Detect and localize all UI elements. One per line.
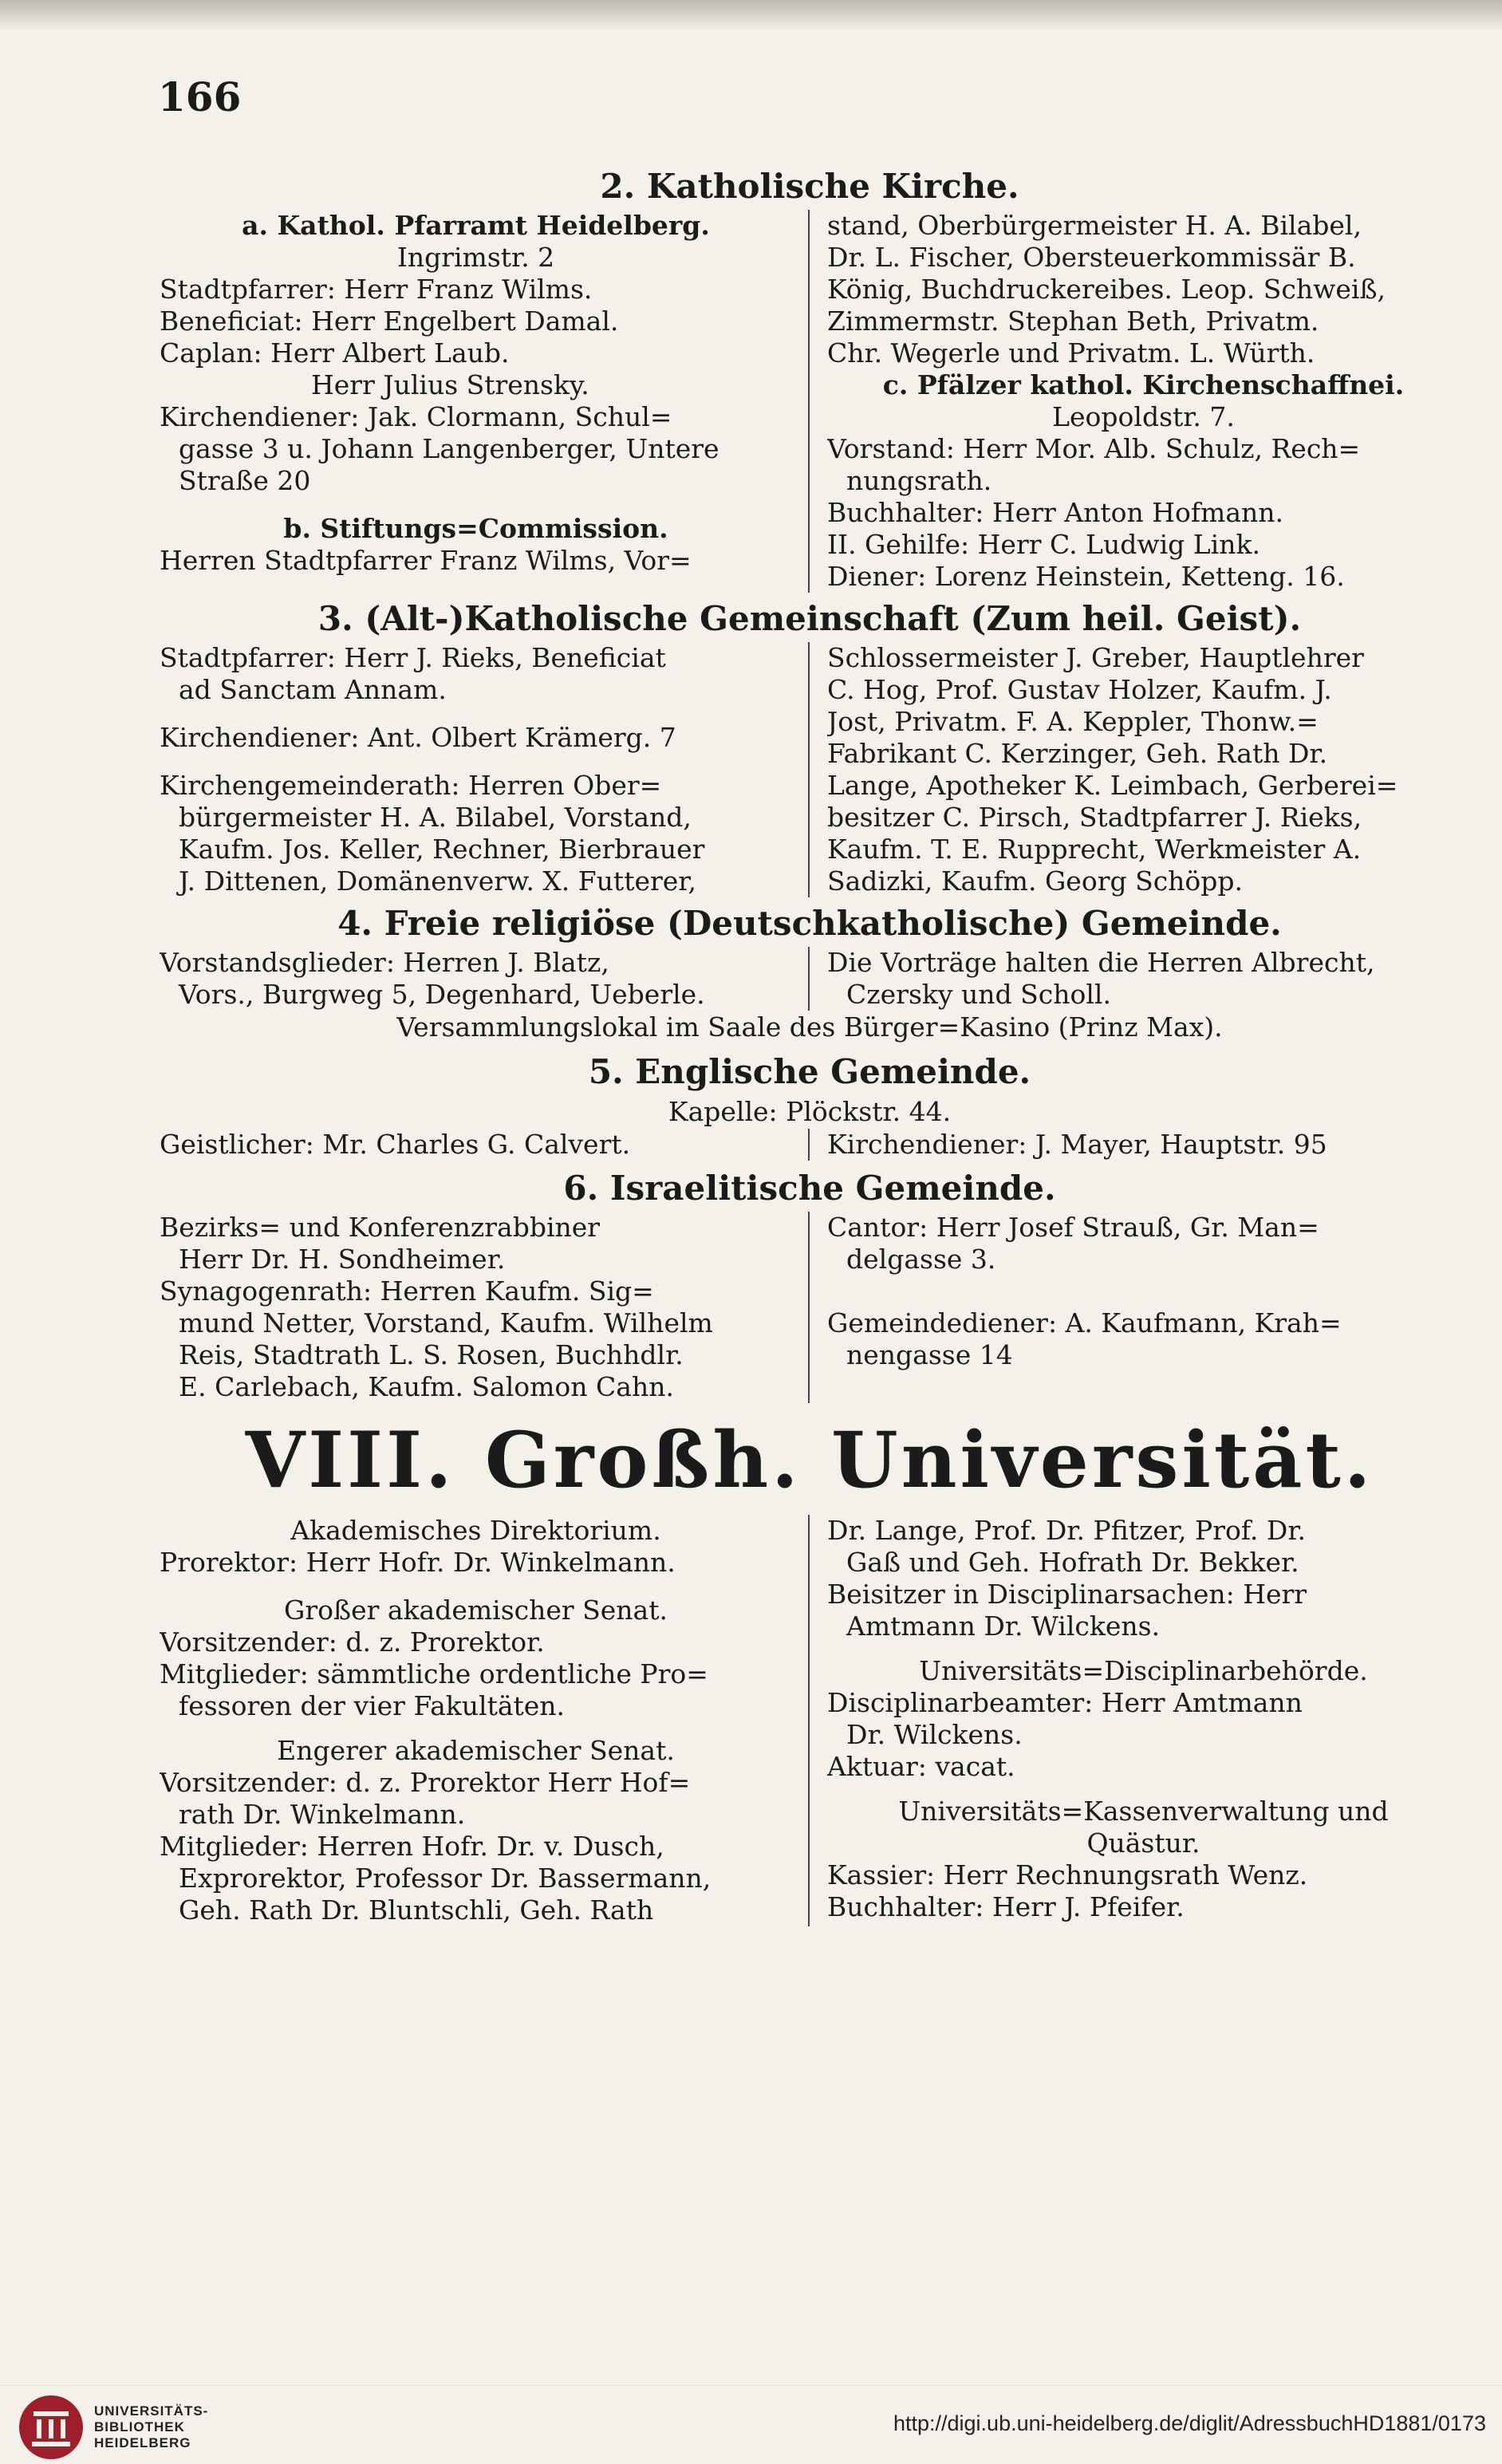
subsection-heading: a. Kathol. Pfarramt Heidelberg. [242,210,710,241]
left-column [160,1212,810,1403]
entry-line: bürgermeister H. A. Bilabel, Vorstand, [179,802,692,833]
entry-line: Herr Julius Strensky. [311,369,589,400]
right-column [810,210,1460,593]
entry-line: Mitglieder: Herren Hofr. Dr. v. Dusch, [160,1831,664,1862]
entry-line: ad Sanctam Annam. [179,674,447,705]
entry-line: E. Carlebach, Kaufm. Salomon Cahn. [179,1371,674,1402]
section-university [160,1515,1460,1926]
source-url-link[interactable]: http://digi.ub.uni-heidelberg.de/diglit/AdressbuchHD1881/0173 [893,2411,1486,2435]
entry-line: Geh. Rath Dr. Bluntschli, Geh. Rath [179,1894,654,1926]
subsection-heading: c. Pfälzer kathol. Kirchenschaffnei. [882,369,1405,400]
entry-line: nungsrath. [846,465,992,496]
entry-line: Vorsitzender: d. z. Prorektor Herr Hof= [160,1767,691,1798]
entry-line: delgasse 3. [846,1244,996,1275]
entry-line: Buchhalter: Herr J. Pfeifer. [827,1891,1185,1922]
subsection-heading: b. Stiftungs=Commission. [283,513,668,544]
entry-line: C. Hog, Prof. Gustav Holzer, Kaufm. J. [827,674,1332,705]
section-title-old-catholic: 3. (Alt-)Katholische Gemeinschaft (Zum heil. Geist). [317,599,1302,638]
right-column [810,1129,1460,1161]
library-name [94,2403,208,2451]
entry-line: Beisitzer in Disciplinarsachen: Herr [827,1579,1307,1610]
entry-line: Vorsitzender: d. z. Prorektor. [160,1626,545,1658]
section-title-free-religious: 4. Freie religiöse (Deutschkatholische) Gemeinde. [337,904,1282,943]
entry-line: Sadizki, Kaufm. Georg Schöpp. [827,865,1244,897]
entry-line: rath Dr. Winkelmann. [179,1799,466,1830]
entry-line: Buchhalter: Herr Anton Hofmann. [827,497,1284,528]
left-column [160,1515,810,1926]
entry-line: Reis, Stadtrath L. S. Rosen, Buchhdlr. [179,1339,684,1370]
entry-line: Czersky und Scholl. [846,979,1111,1010]
section-english-congregation [160,1129,1460,1161]
section-catholic-church [160,210,1460,593]
entry-line: Fabrikant C. Kerzinger, Geh. Rath Dr. [827,738,1328,769]
entry-line: Kassier: Herr Rechnungsrath Wenz. [827,1859,1308,1890]
section-free-religious [160,947,1460,1011]
address-line: Leopoldstr. 7. [1052,401,1235,432]
subsection-heading: Universitäts=Kassenverwaltung und [898,1796,1389,1827]
section-old-catholic [160,642,1460,897]
entry-line: Stadtpfarrer: Herr Franz Wilms. [160,274,593,305]
library-name-line: BIBLIOTHEK [94,2419,185,2434]
section-title-catholic-church: 2. Katholische Kirche. [600,167,1019,206]
entry-line: Herr Dr. H. Sondheimer. [179,1244,506,1275]
entry-line: Dr. Wilckens. [846,1719,1023,1750]
scan-top-edge [0,0,1502,30]
library-name-line: UNIVERSITÄTS- [94,2403,209,2419]
entry-line: II. Gehilfe: Herr C. Ludwig Link. [827,529,1260,560]
spacer-line [827,1275,1460,1307]
entry-line: Geistlicher: Mr. Charles G. Calvert. [160,1129,631,1160]
entry-line: Bezirks= und Konferenzrabbiner [160,1212,601,1243]
entry-line: gasse 3 u. Johann Langenberger, Untere [179,433,719,464]
entry-line: Kaufm. Jos. Keller, Rechner, Bierbrauer [179,834,705,865]
library-name-line: HEIDELBERG [94,2435,191,2450]
entry-line: Die Vorträge halten die Herren Albrecht, [827,947,1375,978]
entry-line: mund Netter, Vorstand, Kaufm. Wilhelm [179,1307,713,1338]
section-title-israelite-congregation: 6. Israelitische Gemeinde. [563,1169,1056,1208]
entry-line: Aktuar: vacat. [827,1751,1015,1782]
entry-line: J. Dittenen, Domänenverw. X. Futterer, [179,865,696,897]
entry-line: Herren Stadtpfarrer Franz Wilms, Vor= [160,545,692,576]
entry-line: Caplan: Herr Albert Laub. [160,337,510,369]
entry-line: Zimmermstr. Stephan Beth, Privatm. [827,306,1319,337]
left-column [160,210,810,593]
entry-line: Dr. Lange, Prof. Dr. Pfitzer, Prof. Dr. [827,1515,1306,1546]
entry-line: Cantor: Herr Josef Strauß, Gr. Man= [827,1212,1319,1243]
meeting-place-line: Versammlungslokal im Saale des Bürger=Kasino (Prinz Max). [396,1011,1223,1043]
entry-line: Prorektor: Herr Hofr. Dr. Winkelmann. [160,1547,676,1578]
entry-line: Stadtpfarrer: Herr J. Rieks, Beneficiat [160,642,666,673]
address-line: Ingrimstr. 2 [396,242,555,273]
section-israelite-congregation [160,1212,1460,1403]
digitization-footer [0,2385,1502,2464]
entry-line: Vorstand: Herr Mor. Alb. Schulz, Rech= [827,433,1361,464]
subsection-heading: Akademisches Direktorium. [290,1515,661,1546]
entry-line: Mitglieder: sämmtliche ordentliche Pro= [160,1658,708,1689]
entry-line: stand, Oberbürgermeister H. A. Bilabel, [827,210,1362,241]
entry-line: Lange, Apotheker K. Leimbach, Gerberei= [827,770,1398,801]
right-column [810,1212,1460,1403]
right-column [810,947,1460,1011]
entry-line: nengasse 14 [846,1339,1013,1370]
university-library-logo-icon [16,2392,86,2462]
subsection-heading: Engerer akademischer Senat. [277,1735,675,1766]
subsection-heading: Großer akademischer Senat. [284,1595,668,1626]
entry-line: Kirchendiener: Ant. Olbert Krämerg. 7 [160,722,676,753]
entry-line: Schlossermeister J. Greber, Hauptlehrer [827,642,1364,673]
right-column [810,642,1460,897]
entry-line: Exprorektor, Professor Dr. Bassermann, [179,1863,712,1894]
entry-line: Diener: Lorenz Heinstein, Ketteng. 16. [827,561,1345,592]
entry-line: fessoren der vier Fakultäten. [179,1690,566,1721]
entry-line: Vors., Burgweg 5, Degenhard, Ueberle. [179,979,705,1010]
left-column [160,642,810,897]
left-column [160,1129,810,1161]
section-title-english-congregation: 5. Englische Gemeinde. [588,1052,1031,1091]
chapel-address: Kapelle: Plöckstr. 44. [668,1096,952,1127]
entry-line: Disciplinarbeamter: Herr Amtmann [827,1687,1303,1718]
entry-line: Synagogenrath: Herren Kaufm. Sig= [160,1275,654,1307]
entry-line: Kaufm. T. E. Rupprecht, Werkmeister A. [827,834,1362,865]
left-column [160,947,810,1011]
page-number: 166 [158,73,242,120]
entry-line: Gaß und Geh. Hofrath Dr. Bekker. [846,1547,1299,1578]
entry-line: Vorstandsglieder: Herren J. Blatz, [160,947,609,978]
right-column [810,1515,1460,1926]
entry-line: Kirchendiener: Jak. Clormann, Schul= [160,401,672,432]
entry-line: Jost, Privatm. F. A. Keppler, Thonw.= [827,706,1319,737]
entry-line: Amtmann Dr. Wilckens. [846,1610,1161,1642]
entry-line: König, Buchdruckereibes. Leop. Schweiß, [827,274,1386,305]
entry-line: Gemeindediener: A. Kaufmann, Krah= [827,1307,1342,1338]
entry-line: Kirchengemeinderath: Herren Ober= [160,770,662,801]
chapter-title-university: VIII. Großh. Universität. [245,1415,1374,1505]
subsection-heading: Universitäts=Disciplinarbehörde. [919,1655,1368,1686]
entry-line: Chr. Wegerle und Privatm. L. Würth. [827,337,1315,369]
entry-line: Straße 20 [179,465,311,496]
entry-line: besitzer C. Pirsch, Stadtpfarrer J. Rieks, [827,802,1362,833]
entry-line: Beneficiat: Herr Engelbert Damal. [160,306,619,337]
directory-page [160,164,1460,2333]
entry-line: Kirchendiener: J. Mayer, Hauptstr. 95 [827,1129,1327,1160]
entry-line: Dr. L. Fischer, Obersteuerkommissär B. [827,242,1356,273]
subsection-heading: Quästur. [1086,1827,1200,1859]
